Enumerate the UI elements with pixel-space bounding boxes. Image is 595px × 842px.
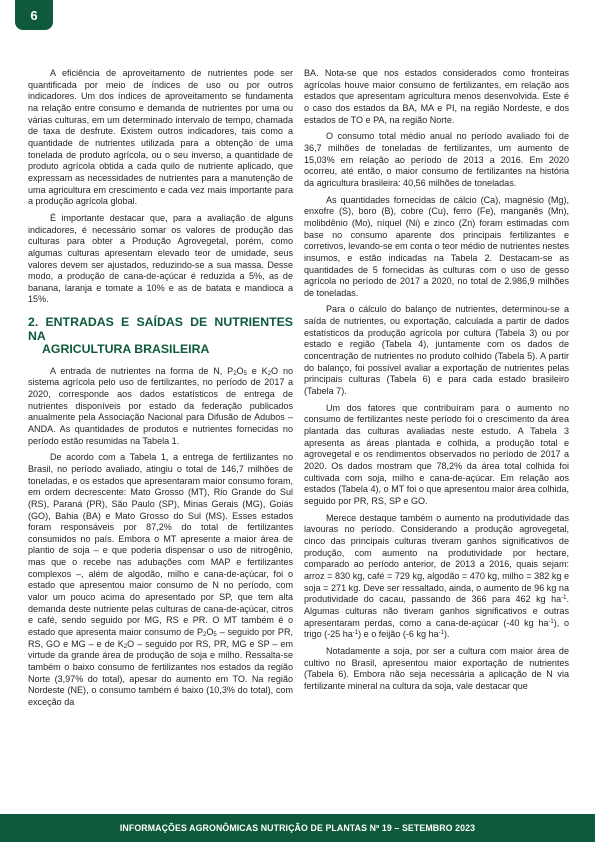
paragraph: Um dos fatores que contribuíram para o aumento no consumo de fertilizantes neste período foi o crescimento da área plantada das culturas avaliadas neste estudo. A Tabela 3 apresenta as áreas plantada e colhida, a produção total e agrovegetal e os rendimentos observados no período de 2017 a 2020. Os dados mostram que 78,2% da área total colhida foi cultivada com soja, milho e cana-de-açúcar. Em relação aos estados (Tabela 4), o MT foi o que apresentou maior área colhida, seguido por PR, RS, SP e GO. [304, 402, 569, 506]
paragraph: Para o cálculo do balanço de nutrientes, determinou-se a saída de nutrientes, ou exportação, calculada a partir de dados estatísticos da produção agrícola por cultura (Tabela 3) ou por estado e região (Tabela 4), juntamente com os dados de concentração de nutrientes no produto colhido (Tabela 5). A partir do balanço, foi possível avaliar a exportação de nutrientes pelas principais culturas (Tabela 6) e para cada estado brasileiro (Tabela 7). [304, 304, 569, 397]
left-column [28, 68, 293, 714]
footer-bar [0, 814, 595, 842]
section-heading-line-1: 2. ENTRADAS E SAÍDAS DE NUTRIENTES NA [28, 315, 293, 343]
footer-text: INFORMAÇÕES AGRONÔMICAS NUTRIÇÃO DE PLANTAS Nº 19 – SETEMBRO 2023 [119, 823, 476, 833]
paragraph: Notadamente a soja, por ser a cultura com maior área de cultivo no Brasil, apresentou maior exportação de nutrientes (Tabela 6). Embora não seja necessária a aplicação de N via fertilizante mineral na cultura da soja, vale destacar que [304, 645, 569, 691]
page-number: 6 [30, 7, 38, 23]
paragraph: O consumo total médio anual no período avaliado foi de 36,7 milhões de toneladas de fertilizantes, um aumento de 15,03% em relação ao período de 2013 a 2016. Em 2020 ocorreu, até então, o maior consumo de fertilizantes na história da agricultura brasileira: 40,56 milhões de toneladas. [304, 131, 569, 188]
paragraph: Merece destaque também o aumento na produtividade das lavouras no período. Considerando a produção agrovegetal, cinco das principais culturas tiveram ganhos significativos de produção, com aumento na produtividade por hectare, comparado ao período anterior, de 2013 a 2016, quais sejam: arroz = 830 kg, café = 729 kg, algodão = 470 kg, milho = 382 kg e soja = 271 kg. Deve ser ressaltado, ainda, o aumento de 96 kg na produtividade do cacau, passando de 366 para 462 kg $ha^{-1}$. Algumas culturas não tiveram ganhos significativos e outras apresentaram perdas, como a cana-de-açúcar (-40 kg $ha^{-1}$), o trigo (-25 $ha^{-1}$) e o feijão (-6 kg $ha^{-1}$). [304, 512, 569, 640]
right-column [304, 68, 569, 697]
paragraph: De acordo com a Tabela 1, a entrega de fertilizantes no Brasil, no período avaliado, atingiu o total de 146,7 milhões de toneladas, e os estados que apresentaram maior consumo foram, em ordem decrescente: Mato Grosso (MT), Rio Grande do Sul (RS), Paraná (PR), São Paulo (SP), Minas Gerais (MG), Goiás (GO), Bahia (BA) e Mato Grosso do Sul (MS). Esses estados foram responsáveis por 87,2% do total de fertilizantes consumidos no país. Embora o MT apresente a maior área de plantio de soja – e que poderia dispensar o uso de nitrogênio, mas que o recebe nas adubações com MAP e fertilizantes complexos –, além de algodão, milho e cana-de-açúcar, foi o estado que apresentou maior consumo de N no período, com valor um pouco acima do apresentado por SP, que tem alta demanda deste nutriente pelas culturas de cana-de-açúcar, citros e café, sendo seguido por MG, RS e PR. O MT também é o estado que apresenta maior consumo de $P_2O_5$ – seguido por PR, RS, GO e MG – e de $K_2O$ – seguido por RS, PR, MG e SP – em virtude da grande área de produção de soja e milho. Ressalta-se também o baixo consumo de fertilizantes nos estados da região Norte (3,97% do total), apesar do aumento em TO. Na região Nordeste (NE), o consumo também é baixo (10,3% do total), com exceção da [28, 452, 293, 707]
paragraph: As quantidades fornecidas de cálcio (Ca), magnésio (Mg), enxofre (S), boro (B), cobre (Cu), ferro (Fe), manganês (Mn), molibdênio (Mo), níquel (Ni) e zinco (Zn) foram estimadas com base no consumo aparente dos principais fertilizantes e corretivos, levando-se em conta o teor médio de nutrientes nestes insumos, e estão indicadas na Tabela 2. Destacam-se as quantidades de 5 fornecidas às culturas com o uso de gesso agrícola no período de 2017 a 2020, no total de 2.986,9 milhões de toneladas. [304, 194, 570, 298]
paragraph: A eficiência de aproveitamento de nutrientes pode ser quantificada por meio de índices de uso ou por outros indicadores. Um dos índices de aproveitamento se fundamenta na relação entre consumo e demanda de nutrientes por uma ou várias culturas, em um determinado intervalo de tempo, chamada de taxa de desfrute. Existem outros indicadores, tais como a quantidade de nutrientes utilizada para a obtenção de uma tonelada de produto agrícola, ou o seu inverso, a quantidade de produto agrícola obtida a cada quilo de nutriente aplicado, que expressam as necessidades de nutrientes para a manutenção de uma agricultura em crescimento e cada vez mais importante para a produção agrícola global. [28, 68, 293, 207]
paragraph: A entrada de nutrientes na forma de N, $P_2O_5$ e $K_2O$ no sistema agrícola pelo uso de fertilizantes, no período de 2017 a 2020, corresponde aos dados estatísticos de entrega de nutrientes disponíveis por estado da federação publicados anualmente pela Associação Nacional para Difusão de Adubos – ANDA. As quantidades de produtos e nutrientes fornecidas no período estão resumidas na Tabela 1. [28, 365, 294, 446]
paragraph: É importante destacar que, para a avaliação de alguns indicadores, é necessário somar os valores de produção das culturas para obter a Produção Agrovegetal, porém, como algumas culturas apresentam elevado teor de umidade, seus valores devem ser ajustados, reduzindo-se a sua massa. Desse modo, a produção de cana-de-açúcar é reduzida a 5%, as de banana, laranja e tomate a 10% e as de batata e mandioca a 15%. [28, 212, 293, 305]
page-number-tab [15, 0, 53, 30]
paragraph: BA. Nota-se que nos estados considerados como fronteiras agrícolas houve maior consumo de fertilizantes, em relação aos estados que apresentam agricultura menos desenvolvida. Este é o caso dos estados da BA, MA e PI, na região Nordeste, e dos estados de TO e PA, na região Norte. [304, 68, 569, 125]
section-heading [28, 316, 293, 357]
section-heading-line-2: AGRICULTURA BRASILEIRA [42, 342, 210, 357]
